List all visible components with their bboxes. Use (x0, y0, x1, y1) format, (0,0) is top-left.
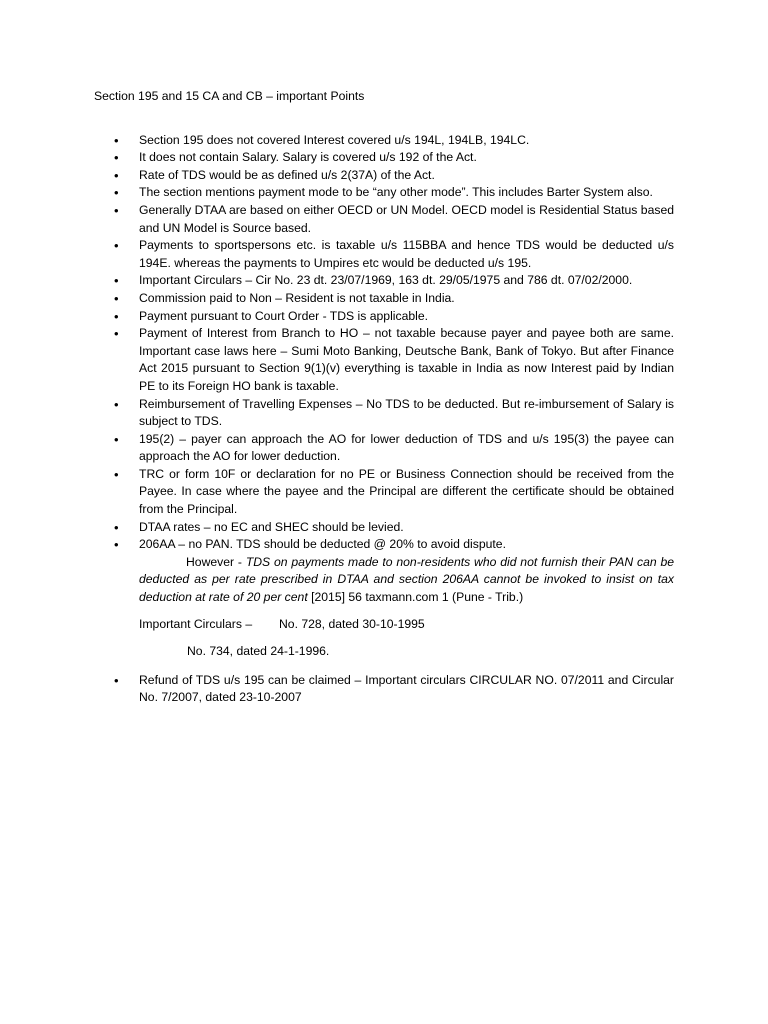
however-italic-text: TDS on payments made to non-residents who did not furnish their PAN can be deducted as per rate prescribed in DTAA and section 206AA cannot be invoked to insist on tax deduction at rate of 20 per cent (139, 554, 675, 605)
list-item: • The section mentions payment mode to be “any other mode”. This includes Barter System also. (94, 184, 674, 202)
list-item: • 206AA – no PAN. TDS should be deducted @ 20% to avoid dispute. (94, 536, 674, 554)
list-item: • Payment pursuant to Court Order - TDS is applicable. (94, 308, 674, 326)
list-item: • Important Circulars – Cir No. 23 dt. 23/07/1969, 163 dt. 29/05/1975 and 786 dt. 07/02/2000. (94, 272, 674, 290)
final-points-list (94, 672, 674, 707)
list-item: • DTAA rates – no EC and SHEC should be levied. (94, 519, 674, 537)
points-list (94, 132, 674, 554)
list-item: • Generally DTAA are based on either OECD or UN Model. OECD model is Residential Status based and UN Model is Source based. (94, 202, 674, 237)
list-item: • It does not contain Salary. Salary is covered u/s 192 of the Act. (94, 149, 674, 167)
list-item: • TRC or form 10F or declaration for no PE or Business Connection should be received from the Payee. In case where the payee and the Principal are different the certificate should be obtained from the Principal. (94, 466, 674, 519)
list-item: • Commission paid to Non – Resident is not taxable in India. (94, 290, 674, 308)
document-title: Section 195 and 15 CA and CB – important Points (94, 89, 365, 103)
list-item: • Payments to sportspersons etc. is taxable u/s 115BBA and hence TDS would be deducted u/s 194E. whereas the payments to Umpires etc would be deducted u/s 195. (94, 237, 674, 272)
however-lead: However - (186, 554, 246, 569)
list-item: • Refund of TDS u/s 195 can be claimed – Important circulars CIRCULAR NO. 07/2011 and Circular No. 7/2007, dated 23-10-2007 (94, 672, 674, 707)
list-item: • Rate of TDS would be as defined u/s 2(37A) of the Act. (94, 167, 674, 185)
case-citation: [2015] 56 taxmann.com 1 (Pune - Trib.) (307, 590, 524, 605)
list-item: • Section 195 does not covered Interest covered u/s 194L, 194LB, 194LC. (94, 132, 674, 150)
circulars-label: Important Circulars – (139, 616, 253, 631)
list-item: • Reimbursement of Travelling Expenses – No TDS to be deducted. But re-imbursement of Salary is subject to TDS. (94, 396, 674, 431)
list-item: • Payment of Interest from Branch to HO – not taxable because payer and payee both are same. Important case laws here – Sumi Moto Banking, Deutsche Bank, Bank of Tokyo. But after Finance Act 2015 pursuant to Section 9(1)(v) everything is taxable in India as now Interest paid by Indian PE to its Foreign HO bank is taxable. (94, 325, 674, 395)
however-paragraph (94, 554, 674, 607)
circular-734-line (94, 643, 674, 661)
circular-728: No. 728, dated 30-10-1995 (279, 616, 425, 631)
circular-734: No. 734, dated 24-1-1996. (187, 644, 330, 659)
list-item: • 195(2) – payer can approach the AO for lower deduction of TDS and u/s 195(3) the payee can approach the AO for lower deduction. (94, 431, 674, 466)
circulars-block (94, 616, 674, 634)
